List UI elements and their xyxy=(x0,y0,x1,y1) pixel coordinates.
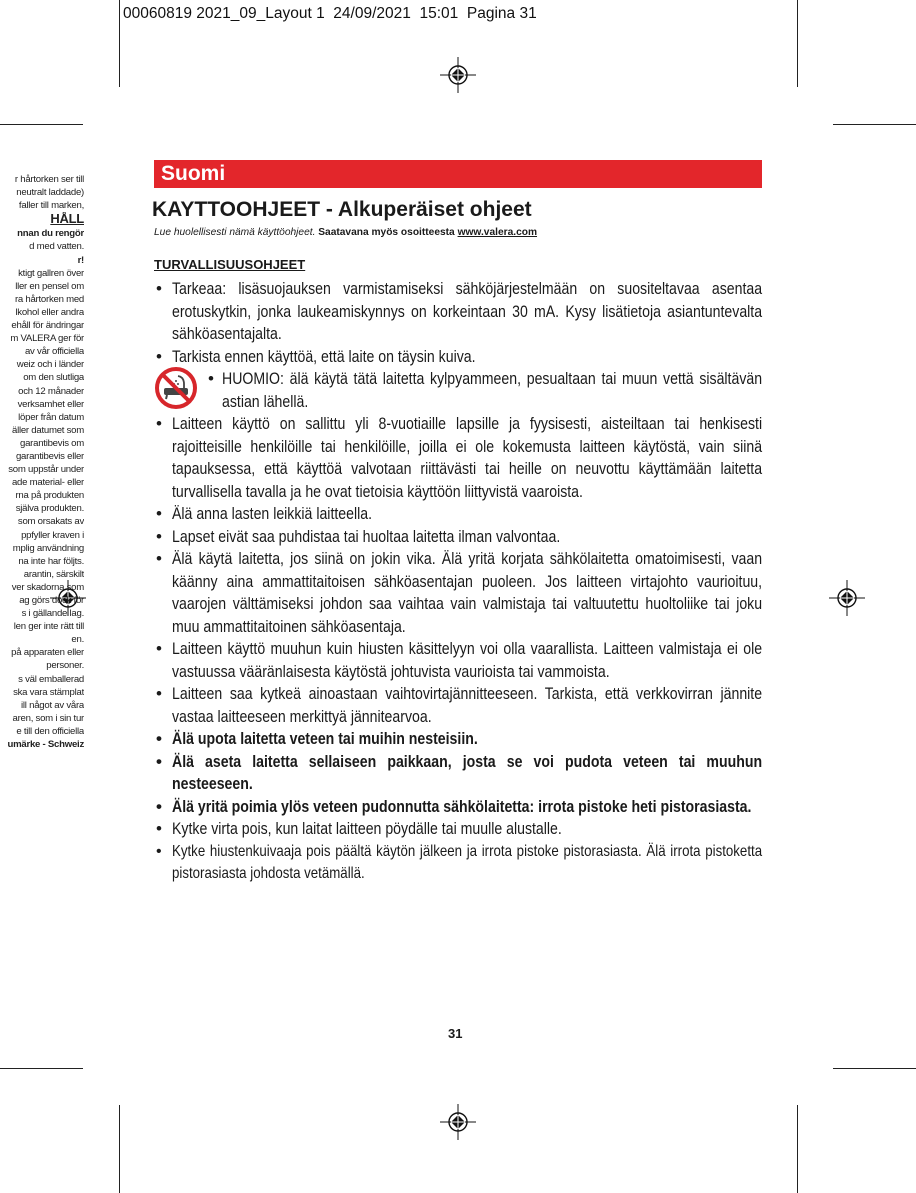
subtitle-instruction: Lue huolellisesti nämä käyttöohjeet. xyxy=(154,227,316,238)
previous-page-line: om den slutliga xyxy=(23,372,84,384)
previous-page-line: av vår officiella xyxy=(24,346,84,358)
list-item: • Lapset eivät saa puhdistaa tai huoltaa laitetta ilman valvontaa. xyxy=(154,526,762,549)
previous-page-line: umärke - Schweiz xyxy=(7,739,84,751)
previous-page-line: som orsakats av xyxy=(17,516,84,528)
previous-page-line: d med vatten. xyxy=(29,241,84,253)
list-item: • Älä anna lasten leikkiä laitteella. xyxy=(154,503,762,526)
crop-mark xyxy=(797,0,798,87)
previous-page-line: ag görs dock för xyxy=(19,595,84,606)
previous-page-column xyxy=(0,173,84,751)
previous-page-line: arantin, särskilt xyxy=(23,568,84,580)
list-item: • Tarkeaa: lisäsuojauksen varmistamiseksi sähköjärjestelmään on suositeltavaa asentaa erotuskytkin, jonka laukeamiskynnys on korkeintaan 30 mA. Kysy lisätietoja asiantuntevalta sähköasentajalta. xyxy=(154,278,762,346)
previous-page-line: m VALERA ger för xyxy=(10,333,84,345)
previous-page-line: garantibevis eller xyxy=(15,450,84,462)
list-item: • Laitteen käyttö on sallittu yli 8-vuotiaille lapsille ja fyysisesti, aisteiltaan tai henkisesti rajoitteisille henkilöille tai henkilöille, joilla ei ole kokemusta laitteen käytöstä, vain siinä tapauksessa, että käyttöä valvotaan riittävästi tai heille on neuvottu käyttämään laitetta turvallisella tavalla ja he ovat tietoisia käyttöön liittyvistä vaaroista. xyxy=(154,413,762,503)
previous-page-line: och 12 månader xyxy=(18,385,84,397)
registration-mark-icon xyxy=(829,580,865,616)
previous-page-line: ska vara stämplat xyxy=(13,686,84,698)
previous-page-line: r! xyxy=(77,254,84,266)
crop-mark xyxy=(833,1068,916,1069)
previous-page-line: s i gällande lag. xyxy=(21,608,84,620)
crop-mark xyxy=(0,124,83,125)
previous-page-line: ade material- eller xyxy=(11,477,84,489)
previous-page-line: en. xyxy=(71,634,84,646)
crop-mark xyxy=(119,0,120,87)
print-slug: 00060819 2021_09_Layout 1 24/09/2021 15:01 Pagina 31 xyxy=(123,5,537,22)
list-item: • HUOMIO: älä käytä tätä laitetta kylpyammeen, pesualtaan tai muun vettä sisältävän astian lähellä. xyxy=(206,368,762,413)
previous-page-line: mplig användning xyxy=(12,542,84,554)
previous-page-line: e till den officiella xyxy=(16,725,84,737)
list-item: • Kytke hiustenkuivaaja pois päältä käytön jälkeen ja irrota pistoke pistorasiasta. Älä irrota pistoketta pistorasiasta johdosta vetämällä. xyxy=(154,841,762,886)
previous-page-line: ller en pensel om xyxy=(15,280,84,292)
warning-row xyxy=(154,368,762,413)
previous-page-line: r hårtorken ser till xyxy=(14,174,84,185)
previous-page-line: ktigt gallren över xyxy=(18,267,84,279)
previous-page-line: verksamhet eller xyxy=(17,398,84,410)
previous-page-line: nnan du rengör xyxy=(17,228,84,240)
previous-page-line: på apparaten eller xyxy=(11,647,84,659)
registration-mark-icon xyxy=(440,1104,476,1140)
page-number: 31 xyxy=(448,1026,463,1041)
crop-mark xyxy=(119,1105,120,1193)
website-link[interactable]: www.valera.com xyxy=(457,227,538,238)
crop-mark xyxy=(0,1068,83,1069)
crop-mark xyxy=(797,1105,798,1193)
previous-page-line: lkohol eller andra xyxy=(15,306,84,318)
list-item: • Kytke virta pois, kun laitat laitteen pöydälle tai muulle alustalle. xyxy=(154,818,762,841)
previous-page-line: rna på produkten xyxy=(15,490,84,502)
previous-page-line: aren, som i sin tur xyxy=(12,712,84,724)
previous-page-line: ill något av våra xyxy=(21,699,84,711)
previous-page-line: äller datumet som xyxy=(12,424,84,436)
previous-page-line: na inte har följts. xyxy=(18,555,84,567)
previous-page-line: neutralt laddade) xyxy=(16,187,84,199)
registration-mark-icon xyxy=(440,57,476,93)
previous-page-line: garantibevis om xyxy=(20,437,84,449)
previous-page-line: ppfyller kraven i xyxy=(21,529,84,541)
crop-mark xyxy=(833,124,916,125)
language-banner: Suomi xyxy=(154,160,762,188)
section-heading: TURVALLISUUSOHJEET xyxy=(154,257,306,272)
safety-instructions xyxy=(154,278,762,886)
subtitle xyxy=(154,227,537,238)
list-item: • Laitteen käyttö muuhun kuin hiusten käsittelyyn voi olla vaarallista. Laitteen valmistaja ei ole vastuussa vääränlaisesta käytöstä johtuvista vaurioista tai vammoista. xyxy=(154,638,762,683)
list-item: • Tarkista ennen käyttöä, että laite on täysin kuiva. xyxy=(154,346,762,369)
previous-page-line: som uppstår under xyxy=(8,464,84,476)
previous-page-line: löper från datum xyxy=(18,411,84,423)
list-item: • Älä aseta laitetta sellaiseen paikkaan, josta se voi pudota veteen tai muuhun nesteeseen. xyxy=(154,751,762,796)
previous-page-line: len ger inte rätt till xyxy=(13,621,84,633)
no-bathtub-warning-icon xyxy=(154,366,198,410)
previous-page-line: ver skadorna som xyxy=(11,581,84,593)
list-item: • Älä upota laitetta veteen tai muihin nesteisiin. xyxy=(154,728,762,751)
previous-page-line: ehåll för ändringar xyxy=(11,320,84,332)
previous-page-line: ra hårtorken med xyxy=(14,293,84,305)
list-item: • Älä käytä laitetta, jos siinä on jokin vika. Älä yritä korjata sähkölaitetta omatoimisesti, vaan käänny aina ammattitaitoisen sähköasentajan puoleen. Jos laitteen virtajohto vaurioituu, vaarojen välttämiseksi johdon saa vaihtaa vain valmistaja tai valtuutettu huoltoliike tai joku muu ammattitaitoinen sähköasentaja. xyxy=(154,548,762,638)
list-item: • Laitteen saa kytkeä ainoastaan vaihtovirtajännitteeseen. Tarkista, että verkkovirran jännite vastaa laitteeseen merkittyä jännitearvoa. xyxy=(154,683,762,728)
subtitle-availability: Saatavana myös osoitteesta xyxy=(318,227,455,238)
list-item: • Älä yritä poimia ylös veteen pudonnutta sähkölaitetta: irrota pistoke heti pistorasiasta. xyxy=(154,796,762,819)
previous-page-line: personer. xyxy=(46,660,84,672)
previous-page-line: s väl emballerad xyxy=(18,673,84,685)
previous-page-line: weiz och i länder xyxy=(16,359,84,371)
previous-page-line: själva produkten. xyxy=(15,503,84,515)
previous-page-line: HÅLL xyxy=(50,212,84,227)
previous-page-line: faller till marken, xyxy=(18,200,84,212)
page-title: KAYTTOOHJEET - Alkuperäiset ohjeet xyxy=(152,198,532,221)
